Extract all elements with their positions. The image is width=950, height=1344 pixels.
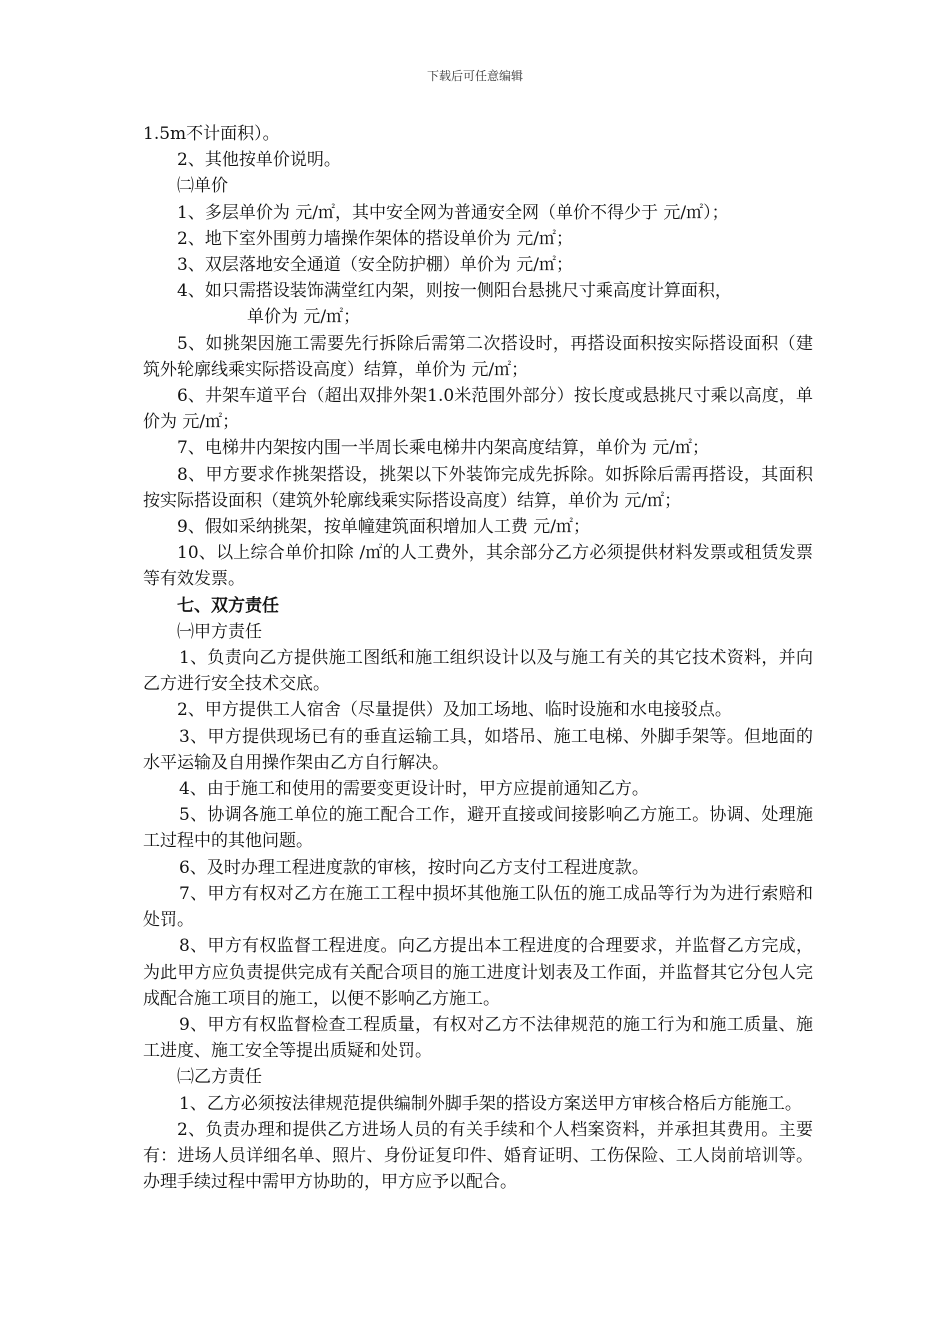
paragraph: 1、多层单价为 元/㎡，其中安全网为普通安全网（单价不得少于 元/㎡）； [177,202,729,223]
paragraph: 3、双层落地安全通道（安全防护棚）单价为 元/㎡； [177,255,573,276]
paragraph: 7、甲方有权对乙方在施工工程中损坏其他施工队伍的施工成品等行为为进行索赔和处罚。 [143,883,813,931]
paragraph: 9、假如采纳挑架，按单幢建筑面积增加人工费 元/㎡； [177,517,590,538]
paragraph: 2、负责办理和提供乙方进场人员的有关手续和个人档案资料，并承担其费用。主要有：进场人员详细名单、照片、身份证复印件、婚育证明、工伤保险、工人岗前培训等。办理手续过程中需甲方协助的，甲方应予以配合。 [143,1119,813,1193]
paragraph: 6、及时办理工程进度款的审核，按时向乙方支付工程进度款。 [179,857,649,878]
paragraph: 8、甲方有权监督工程进度。向乙方提出本工程进度的合理要求，并监督乙方完成，为此甲方应负责提供完成有关配合项目的施工进度计划表及工作面，并监督其它分包人完成配合施工项目的施工，以便不影响乙方施工。 [143,936,813,1009]
paragraph: 9、甲方有权监督检查工程质量，有权对乙方不法律规范的施工行为和施工质量、施工进度、施工安全等提出质疑和处罚。 [143,1014,813,1062]
paragraph: 2、甲方提供工人宿舍（尽量提供）及加工场地、临时设施和水电接驳点。 [177,700,732,721]
paragraph: 1、负责向乙方提供施工图纸和施工组织设计以及与施工有关的其它技术资料，并向乙方进行安全技术交底。 [143,648,813,695]
paragraph: 4、由于施工和使用的需要变更设计时，甲方应提前通知乙方。 [179,779,649,800]
paragraph: 3、甲方提供现场已有的垂直运输工具，如塔吊、施工电梯、外脚手架等。但地面的水平运输及自用操作架由乙方自行解决。 [143,726,813,773]
page-header: 下载后可任意编辑 [426,69,523,83]
section-subheading: ㈡单价 [177,176,228,197]
paragraph: 2、地下室外围剪力墙操作架体的搭设单价为 元/㎡； [177,228,573,249]
paragraph-continuation: 单价为 元/㎡； [247,307,361,328]
paragraph: 1.5m不计面积）。 [143,124,280,144]
section-heading: 七、双方责任 [177,595,279,616]
paragraph: 8、甲方要求作挑架搭设，挑架以下外装饰完成先拆除。如拆除后需再搭设，其面积按实际搭设面积（建筑外轮廓线乘实际搭设高度）结算，单价为 元/㎡； [143,464,813,511]
paragraph: 4、如只需搭设装饰满堂红内架，则按一侧阳台悬挑尺寸乘高度计算面积， [177,281,732,302]
paragraph: 6、井架车道平台（超出双排外架1.0米范围外部分）按长度或悬挑尺寸乘以高度，单价为 元/㎡； [143,386,813,433]
paragraph: 7、电梯井内架按内围一半周长乘电梯井内架高度结算，单价为 元/㎡； [177,438,709,459]
paragraph: 10、以上综合单价扣除 /㎡的人工费外，其余部分乙方必须提供材料发票或租赁发票等有效发票。 [143,543,813,590]
section-subheading: ㈠甲方责任 [177,621,262,642]
paragraph: 1、乙方必须按法律规范提供编制外脚手架的搭设方案送甲方审核合格后方能施工。 [179,1093,802,1114]
section-subheading: ㈡乙方责任 [177,1067,262,1088]
paragraph: 2、其他按单价说明。 [177,150,341,171]
paragraph: 5、如挑架因施工需要先行拆除后需第二次搭设时，再搭设面积按实际搭设面积（建筑外轮廓线乘实际搭设高度）结算，单价为 元/㎡； [143,333,813,380]
paragraph: 5、协调各施工单位的施工配合工作，避开直接或间接影响乙方施工。协调、处理施工过程中的其他问题。 [143,805,813,852]
document-body [143,121,813,1195]
